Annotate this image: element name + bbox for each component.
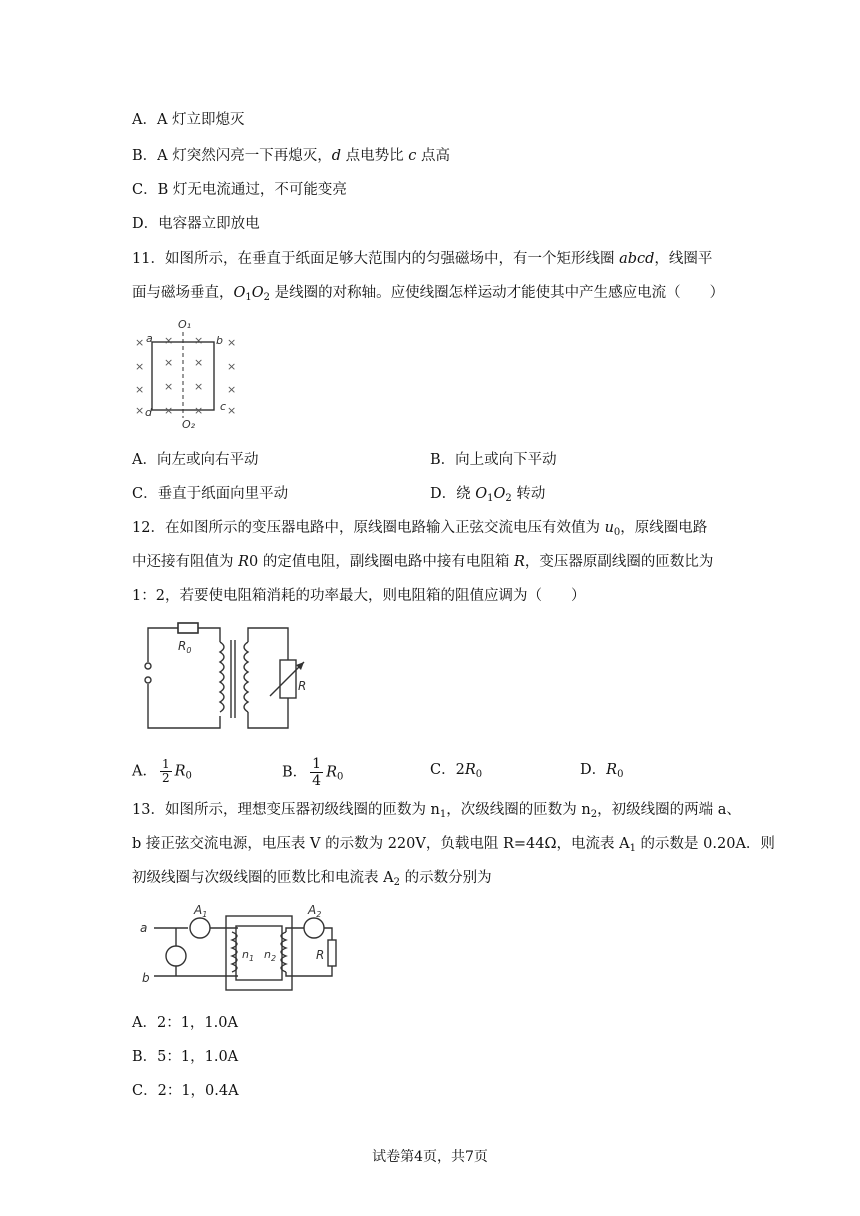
label-r: R — [298, 679, 307, 693]
q11-option-d: D．绕 $O_1O_2$ 转动 — [430, 486, 546, 504]
voltmeter — [166, 946, 186, 966]
q12-figure — [130, 618, 310, 736]
field-cross: × — [194, 380, 204, 393]
q13-option-b: B．5：1，1.0A — [132, 1049, 239, 1065]
resistor-r0-body — [178, 623, 198, 633]
label-c: c — [220, 400, 227, 413]
field-cross: × — [135, 404, 145, 417]
field-cross: × — [135, 336, 145, 349]
secondary-wire — [286, 928, 304, 932]
field-cross: × — [164, 356, 174, 369]
label-a: a — [140, 921, 148, 935]
secondary-coil — [244, 642, 248, 712]
field-cross: × — [194, 356, 204, 369]
q11-option-a: A．向左或向右平动 — [132, 452, 259, 468]
ac-source-terminal — [145, 677, 151, 683]
secondary-wire — [248, 698, 288, 728]
q10-option-c: C．B 灯无电流通过，不可能变亮 — [132, 182, 347, 198]
label-n1: $n_1$ — [242, 948, 255, 963]
primary-wire — [148, 684, 220, 728]
field-cross: × — [164, 380, 174, 393]
q10-option-b: B．A 灯突然闪亮一下再熄灭，d 点电势比 c 点高 — [132, 148, 450, 164]
field-cross: × — [164, 404, 174, 417]
q10-option-a: A．A 灯立即熄灭 — [132, 112, 245, 128]
q12-stem-line1: 12．在如图所示的变压器电路中，原线圈电路输入正弦交流电压有效值为 $u_0$，原线圈电路 — [132, 520, 708, 538]
label-a1: $A_1$ — [194, 903, 208, 919]
field-cross: × — [227, 383, 237, 396]
field-cross: × — [227, 360, 237, 373]
field-cross: × — [227, 336, 237, 349]
q11-stem-line1: 11．如图所示，在垂直于纸面足够大范围内的匀强磁场中，有一个矩形线圈 abcd，线圈平 — [132, 251, 713, 267]
load-resistor — [328, 940, 336, 966]
field-cross: × — [194, 404, 204, 417]
field-cross: × — [227, 404, 237, 417]
secondary-wire — [248, 628, 288, 660]
q12-option-c: C．$2R_0$ — [430, 762, 483, 780]
label-b: b — [216, 334, 223, 347]
q10-option-d: D．电容器立即放电 — [132, 216, 260, 232]
q11-option-c: C．垂直于纸面向里平动 — [132, 486, 289, 502]
q13-stem-line1: 13．如图所示，理想变压器初级线圈的匝数为 $n_1$，次级线圈的匝数为 $n_2$，初级线圈的两端 a、 — [132, 802, 741, 820]
q12-stem-line2: 中还接有阻值为 R0 的定值电阻，副线圈电路中接有电阻箱 R，变压器原副线圈的匝数比为 — [132, 554, 714, 570]
label-o2: O₂ — [182, 418, 196, 430]
primary-coil — [220, 642, 224, 712]
q11-stem-line2: 面与磁场垂直，$O_1O_2$ 是线圈的对称轴。应使线圈怎样运动才能使其中产生感应电流（ ） — [132, 285, 725, 303]
label-a: a — [146, 332, 153, 345]
label-r0: $R_0$ — [178, 639, 192, 655]
label-b: b — [142, 971, 150, 985]
q12-option-b: B． $\frac{1}{4}$ $R_0$ — [282, 756, 344, 789]
q13-option-c: C．2：1，0.4A — [132, 1083, 239, 1099]
resistor-box-r — [280, 660, 296, 698]
q12-stem-line3: 1：2，若要使电阻箱消耗的功率最大，则电阻箱的阻值应调为（ ） — [132, 588, 586, 604]
label-n2: $n_2$ — [264, 948, 277, 963]
q13-stem-line3: 初级线圈与次级线圈的匝数比和电流表 $A_2$ 的示数分别为 — [132, 870, 492, 888]
q12-option-a: A． $\frac{1}{2}$ $R_0$ — [132, 757, 192, 785]
label-a2: $A_2$ — [308, 903, 322, 919]
page-footer: 试卷第4页，共7页 — [372, 1149, 488, 1165]
primary-wire — [198, 628, 220, 642]
resistor-r0 — [178, 623, 198, 633]
secondary-wire — [324, 928, 332, 940]
field-cross: × — [135, 383, 145, 396]
q13-option-a: A．2：1，1.0A — [132, 1015, 238, 1031]
secondary-wire — [286, 966, 332, 976]
q11-figure — [130, 314, 245, 430]
label-r: R — [316, 948, 325, 962]
q13-figure — [136, 902, 346, 994]
q11-option-b: B．向上或向下平动 — [430, 452, 557, 468]
ammeter-a1 — [190, 918, 210, 938]
ac-source-terminal — [145, 663, 151, 669]
label-o1: O₁ — [178, 318, 192, 331]
field-cross: × — [164, 334, 174, 347]
primary-wire — [148, 628, 178, 662]
q13-stem-line2: b 接正弦交流电源，电压表 V 的示数为 220V，负载电阻 R=44Ω，电流表 $A_1$ 的示数是 0.20A．则 — [132, 836, 775, 854]
field-cross: × — [135, 360, 145, 373]
q12-option-d: D．$R_0$ — [580, 762, 624, 780]
label-d: d — [145, 406, 152, 419]
ammeter-a2 — [304, 918, 324, 938]
field-cross: × — [194, 334, 204, 347]
